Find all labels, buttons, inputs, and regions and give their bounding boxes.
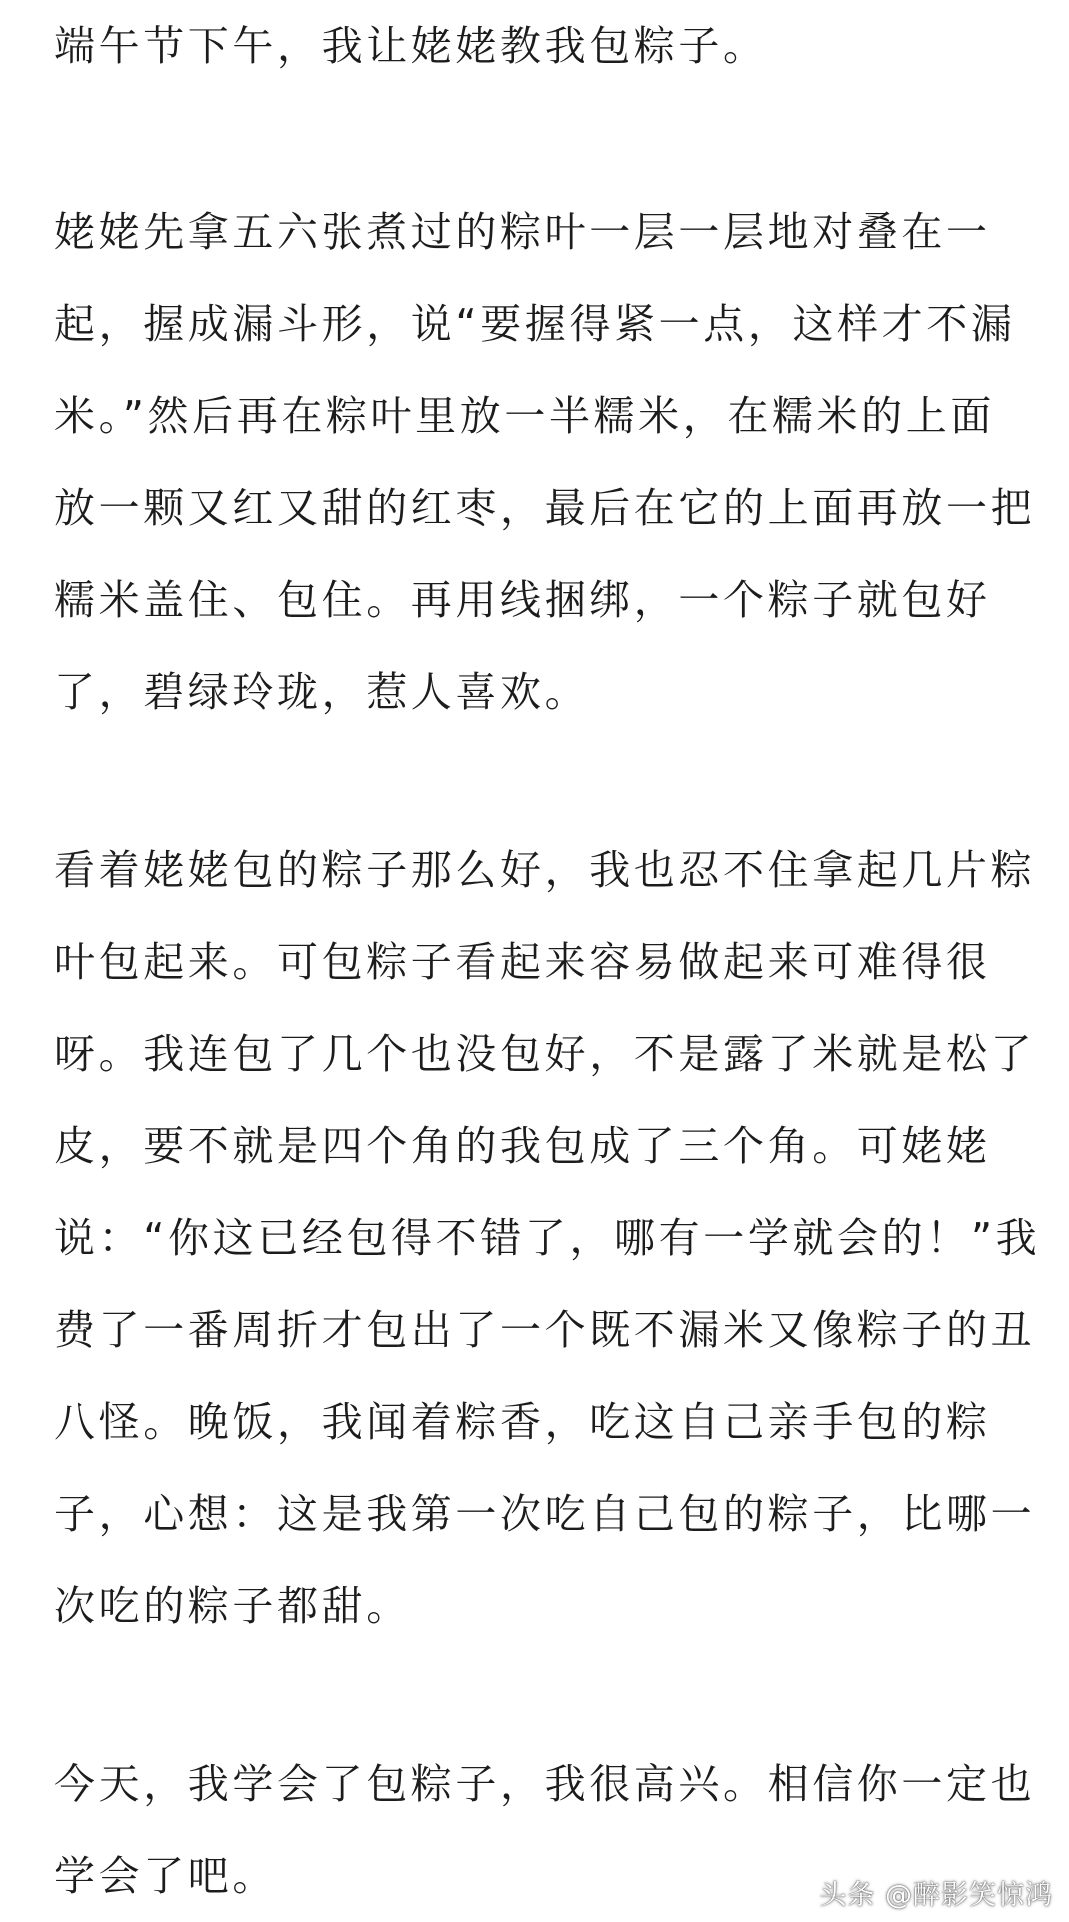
paragraph-2-line-2: 起，握成漏斗形，说“要握得紧一点，这样才不漏 <box>54 300 1016 348</box>
paragraph-3-line-8: 子，心想：这是我第一次吃自己包的粽子，比哪一 <box>54 1490 1036 1538</box>
paragraph-3-line-4: 皮，要不就是四个角的我包成了三个角。可姥姥 <box>54 1122 991 1170</box>
paragraph-3-line-6: 费了一番周折才包出了一个既不漏米又像粽子的丑 <box>54 1306 1036 1354</box>
paragraph-3-line-7: 八怪。晚饭，我闻着粽香，吃这自己亲手包的粽 <box>54 1398 991 1446</box>
paragraph-2-line-1: 姥姥先拿五六张煮过的粽叶一层一层地对叠在一 <box>54 208 991 256</box>
paragraph-3-line-1: 看着姥姥包的粽子那么好，我也忍不住拿起几片粽 <box>54 846 1036 894</box>
paragraph-4-line-2: 学会了吧。 <box>54 1852 277 1900</box>
paragraph-3-line-9: 次吃的粽子都甜。 <box>54 1582 411 1630</box>
paragraph-3-line-2: 叶包起来。可包粽子看起来容易做起来可难得很 <box>54 938 991 986</box>
paragraph-4-line-1: 今天，我学会了包粽子，我很高兴。相信你一定也 <box>54 1760 1036 1808</box>
paragraph-3-line-5: 说：“你这已经包得不错了，哪有一学就会的！”我 <box>54 1214 1041 1262</box>
paragraph-2-line-3: 米。”然后再在粽叶里放一半糯米，在糯米的上面 <box>54 392 995 440</box>
paragraph-2-line-4: 放一颗又红又甜的红枣，最后在它的上面再放一把 <box>54 484 1036 532</box>
source-watermark: 头条 @醉影笑惊鸿 <box>819 1880 1053 1911</box>
paragraph-1-line-1: 端午节下午，我让姥姥教我包粽子。 <box>54 22 768 70</box>
paragraph-3-line-3: 呀。我连包了几个也没包好，不是露了米就是松了 <box>54 1030 1036 1078</box>
paragraph-2-line-5: 糯米盖住、包住。再用线捆绑，一个粽子就包好 <box>54 576 991 624</box>
paragraph-2-line-6: 了，碧绿玲珑，惹人喜欢。 <box>54 668 590 716</box>
